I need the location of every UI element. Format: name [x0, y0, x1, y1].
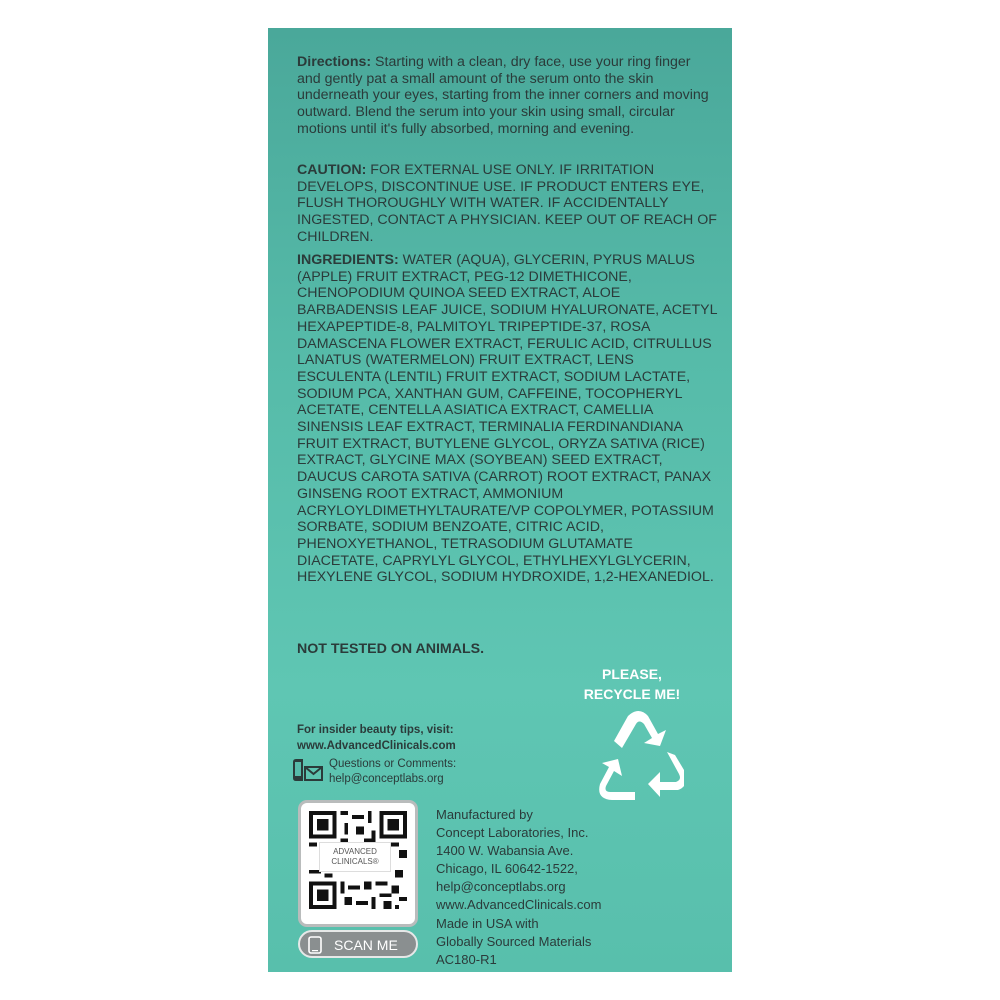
contact-text	[329, 757, 456, 787]
contact-email[interactable]: help@conceptlabs.org	[329, 773, 444, 785]
directions-paragraph	[297, 54, 717, 138]
recycle-message	[572, 664, 692, 704]
caution-text: FOR EXTERNAL USE ONLY. IF IRRITATION DEVELOPS, DISCONTINUE USE. IF PRODUCT ENTERS EYE, FLUSH THOROUGHLY WITH WATER. IF ACCIDENTALLY INGESTED, CONTACT A PHYSICIAN. KEEP OUT OF REACH OF CHILDREN.	[297, 162, 717, 245]
insider-line-1: For insider beauty tips, visit:	[297, 724, 454, 736]
qr-code[interactable]	[298, 800, 418, 927]
manufacturer-line-2: Concept Laboratories, Inc.	[436, 825, 589, 841]
caution-label: CAUTION:	[297, 162, 367, 178]
directions-label: Directions:	[297, 54, 372, 70]
qr-label-line-1: ADVANCED	[333, 847, 377, 856]
recycle-line-1: PLEASE,	[602, 666, 662, 682]
recycle-icon	[594, 708, 684, 810]
recycle-line-2: RECYCLE ME!	[583, 686, 681, 702]
not-tested-statement: NOT TESTED ON ANIMALS.	[297, 641, 485, 657]
qr-brand-label	[319, 842, 391, 872]
directions-text: Starting with a clean, dry face, use your ring finger and gently pat a small amount of the serum onto the skin underneath your eyes, starting from the inner corners and moving outward. Blend the serum into your skin using small, circular motions until it's fully absorbed, morning and evening.	[297, 54, 709, 137]
manufacturer-info	[436, 806, 601, 969]
ingredients-text: WATER (AQUA), GLYCERIN, PYRUS MALUS (APPLE) FRUIT EXTRACT, PEG-12 DIMETHICONE, CHENOPODIUM QUINOA SEED EXTRACT, ALOE BARBADENSIS LEAF JUICE, SODIUM HYALURONATE, ACETYL HEXAPEPTIDE-8, PALMITOYL TRIPEPTIDE-37, ROSA DAMASCENA FLOWER EXTRACT, FERULIC ACID, CITRULLUS LANATUS (WATERMELON) FRUIT EXTRACT, LENS ESCULENTA (LENTIL) FRUIT EXTRACT, SODIUM LACTATE, SODIUM PCA, XANTHAN GUM, CAFFEINE, TOCOPHERYL ACETATE, CENTELLA ASIATICA EXTRACT, CAMELLIA SINENSIS LEAF EXTRACT, TERMINALIA FERDINANDIANA FRUIT EXTRACT, BUTYLENE GLYCOL, ORYZA SATIVA (RICE) EXTRACT, GLYCINE MAX (SOYBEAN) SEED EXTRACT, DAUCUS CAROTA SATIVA (CARROT) ROOT EXTRACT, PANAX GINSENG ROOT EXTRACT, AMMONIUM ACRYLOYLDIMETHYLTAURATE/VP COPOLYMER, POTASSIUM SORBATE, SODIUM BENZOATE, CITRIC ACID, PHENOXYETHANOL, TETRASODIUM GLUTAMATE DIACETATE, CAPRYLYL GLYCOL, ETHYLHEXYLGLYCERIN, HEXYLENE GLYCOL, SODIUM HYDROXIDE, 1,2-HEXANEDIOL.	[297, 252, 717, 586]
scan-me-label: SCAN ME	[334, 937, 398, 953]
contact-row	[293, 757, 493, 791]
manufacturer-line-3: 1400 W. Wabansia Ave.	[436, 843, 574, 859]
manufacturer-line-1: Manufactured by	[436, 807, 533, 822]
scan-me-button[interactable]	[298, 930, 418, 958]
product-code: AC180-R1	[436, 951, 497, 967]
manufacturer-line-8: Globally Sourced Materials	[436, 933, 592, 949]
caution-paragraph	[297, 162, 717, 246]
phone-icon	[308, 936, 322, 954]
phone-mail-icon	[293, 757, 323, 783]
ingredients-paragraph	[297, 252, 717, 586]
contact-line-1: Questions or Comments:	[329, 758, 457, 770]
ingredients-label: INGREDIENTS:	[297, 252, 399, 268]
manufacturer-website[interactable]: www.AdvancedClinicals.com	[436, 897, 602, 913]
manufacturer-line-7: Made in USA with	[436, 915, 539, 931]
insider-url[interactable]: www.AdvancedClinicals.com	[297, 740, 456, 752]
qr-label-line-2: CLINICALS®	[331, 857, 379, 866]
manufacturer-line-4: Chicago, IL 60642-1522,	[436, 861, 578, 877]
manufacturer-email[interactable]: help@conceptlabs.org	[436, 879, 566, 895]
insider-tips	[297, 722, 456, 754]
